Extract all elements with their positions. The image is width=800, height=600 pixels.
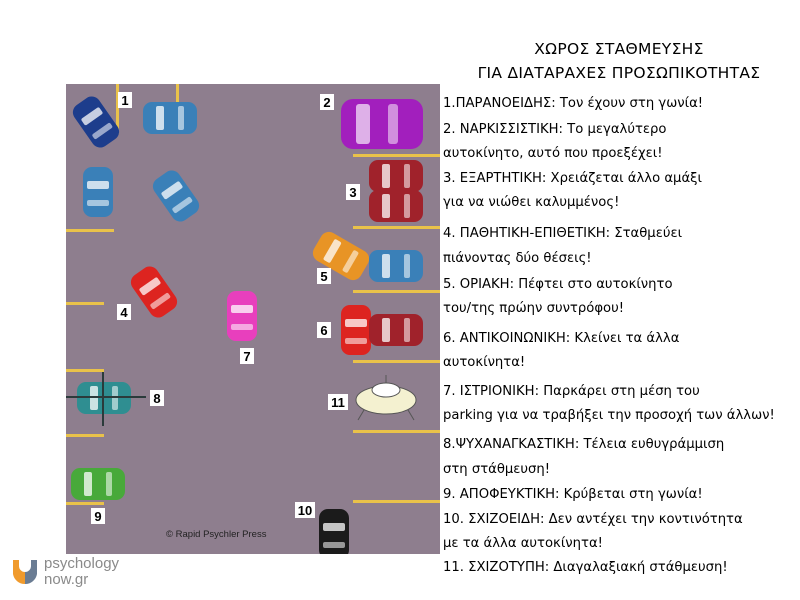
- legend-line: του/της πρώην συντρόφου!: [443, 301, 624, 316]
- legend-line: πιάνοντας δύο θέσεις!: [443, 251, 592, 266]
- legend-line: αυτοκίνητο, αυτό που προεξέχει!: [443, 146, 663, 161]
- legend-line: 8.ΨΥΧΑΝΑΓΚΑΣΤΙΚΗ: Τέλεια ευθυγράμμιση: [443, 437, 725, 452]
- copyright-text: © Rapid Psychler Press: [166, 529, 267, 540]
- legend-line: 4. ΠΑΘΗΤΙΚΗ-ΕΠΙΘΕΤΙΚΗ: Σταθμεύει: [443, 226, 683, 241]
- spot-number-11: 11: [331, 395, 345, 410]
- spot-number-3: 3: [349, 185, 357, 200]
- car-5-borderline-b: [369, 250, 423, 282]
- car-left-upper: [83, 167, 113, 217]
- legend-line: 2. ΝΑΡΚΙΣΣΙΣΤΙΚΗ: Το μεγαλύτερο: [443, 122, 667, 137]
- legend-line: 7. ΙΣΤΡΙΟΝΙΚΗ: Παρκάρει στη μέση του: [443, 384, 700, 399]
- legend-line: με τα άλλα αυτοκίνητα!: [443, 536, 603, 551]
- car-6-antisocial-dark: [369, 314, 423, 346]
- page-title-line-1: ΧΩΡΟΣ ΣΤΑΘΜΕΥΣΗΣ: [534, 40, 704, 58]
- spot-number-5: 5: [320, 269, 328, 284]
- car-1-neighbor: [143, 102, 197, 134]
- car-7-histrionic: [227, 291, 257, 341]
- car-2-narcissistic: [341, 99, 423, 149]
- car-3-dependent-b: [369, 190, 423, 222]
- legend-line: 6. ΑΝΤΙΚΟΙΝΩΝΙΚΗ: Κλείνει τα άλλα: [443, 331, 680, 346]
- legend-line: 9. ΑΠΟΦΕΥΚΤΙΚΗ: Κρύβεται στη γωνία!: [443, 487, 703, 502]
- spot-number-6: 6: [320, 323, 328, 338]
- spot-number-4: 4: [120, 305, 128, 320]
- psychology-now-logo-icon: [10, 556, 40, 586]
- car-10-schizoid: [319, 509, 349, 554]
- legend-line: στη στάθμευση!: [443, 462, 551, 477]
- spot-number-1: 1: [121, 93, 129, 108]
- legend-line: 11. ΣΧΙΖΟΤΥΠΗ: Διαγαλαξιακή στάθμευση!: [443, 560, 728, 575]
- car-3-dependent-a: [369, 160, 423, 192]
- legend-line: 3. ΕΞΑΡΤΗΤΙΚΗ: Χρειάζεται άλλο αμάξι: [443, 171, 702, 186]
- spot-number-10: 10: [297, 503, 313, 518]
- spot-number-7: 7: [243, 349, 251, 364]
- car-9-avoidant: [71, 468, 125, 500]
- page-title-line-2: ΓΙΑ ΔΙΑΤΑΡΑΧΕΣ ΠΡΟΣΩΠΙΚΟΤΗΤΑΣ: [477, 64, 761, 82]
- parking-lot-illustration: [66, 84, 440, 554]
- logo-text: [44, 556, 119, 588]
- legend-line: για να νιώθει καλυμμένος!: [443, 195, 620, 210]
- logo-line-1: psychology: [44, 555, 120, 572]
- spot-number-8: 8: [153, 391, 161, 406]
- car-6-antisocial-red: [341, 305, 371, 355]
- legend-line: 1.ΠΑΡΑΝΟΕΙΔΗΣ: Τον έχουν στη γωνία!: [443, 96, 704, 111]
- legend-line: 5. ΟΡΙΑΚΗ: Πέφτει στο αυτοκίνητο: [443, 277, 673, 292]
- legend-line: parking για να τραβήξει την προσοχή των άλλων!: [443, 408, 775, 423]
- logo-line-2: now.gr: [44, 571, 89, 588]
- legend-line: αυτοκίνητα!: [443, 355, 526, 370]
- legend-line: 10. ΣΧΙΖΟΕΙΔΗ: Δεν αντέχει την κοντινότητα: [443, 512, 743, 527]
- spot-number-9: 9: [94, 509, 102, 524]
- spot-number-2: 2: [323, 95, 331, 110]
